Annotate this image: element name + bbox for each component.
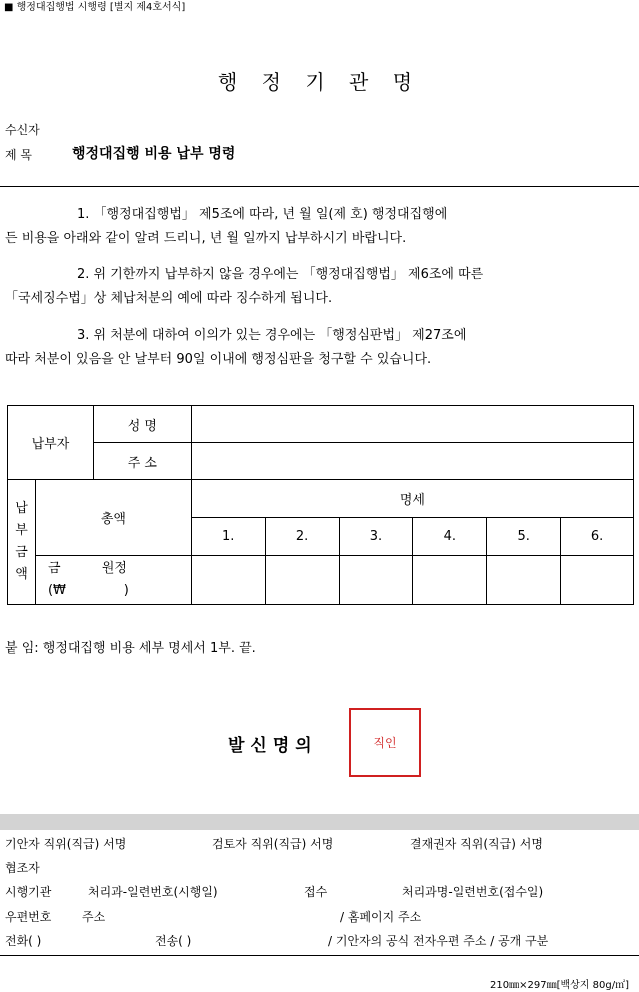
details-label: 명세 — [191, 480, 633, 518]
detail-value-5[interactable] — [487, 556, 561, 605]
header-divider — [0, 186, 639, 187]
payer-label: 납부자 — [8, 406, 94, 480]
reviewer-field: 검토자 직위(직급) 서명 — [212, 837, 334, 851]
paragraph-2-line-2: 「국세징수법」상 체납처분의 예에 따라 징수하게 됩니다. — [5, 291, 333, 306]
paragraph-1-line-1: 1. 「행정대집행법」 제5조에 따라, 년 월 일(제 호) 행정대집행에 — [77, 207, 448, 222]
amount-won-line: 금 원정 — [47, 561, 127, 576]
detail-number-1: 1. — [191, 518, 265, 556]
cooperator-field: 협조자 — [5, 861, 40, 875]
issuing-agency-field: 시행기관 — [5, 885, 52, 899]
detail-number-5: 5. — [487, 518, 561, 556]
sender-name: 발신명의 — [228, 736, 318, 756]
detail-value-2[interactable] — [265, 556, 339, 605]
drafter-field: 기안자 직위(직급) 서명 — [5, 837, 127, 851]
paragraph-2 — [5, 263, 635, 311]
email-disclosure-field: / 기안자의 공식 전자우편 주소 / 공개 구분 — [328, 934, 549, 948]
name-value-cell[interactable] — [191, 406, 633, 443]
payment-amount-label — [8, 480, 36, 605]
attachment-note: 붙 임: 행정대집행 비용 세부 명세서 1부. 끝. — [5, 641, 256, 656]
detail-value-4[interactable] — [413, 556, 487, 605]
recipient-label: 수신자 — [5, 123, 40, 137]
paragraph-2-line-1: 2. 위 기한까지 납부하지 않을 경우에는 「행정대집행법」 제6조에 따른 — [77, 267, 484, 282]
detail-value-3[interactable] — [339, 556, 413, 605]
detail-number-2: 2. — [265, 518, 339, 556]
subject-text: 행정대집행 비용 납부 명령 — [72, 146, 236, 162]
detail-number-4: 4. — [413, 518, 487, 556]
payment-amount-char-2: 부 — [15, 523, 28, 538]
detail-value-6[interactable] — [561, 556, 634, 605]
postal-code-field: 우편번호 — [5, 910, 52, 924]
receipt-number-field: 처리과명-일련번호(접수일) — [402, 885, 544, 899]
official-seal — [349, 708, 421, 777]
amount-krw-line: (₩ ) — [47, 583, 129, 598]
payment-amount-char-4: 액 — [15, 567, 28, 582]
address-field: 주소 — [82, 910, 106, 924]
fax-field: 전송( ) — [155, 934, 192, 948]
detail-number-3: 3. — [339, 518, 413, 556]
detail-number-6: 6. — [561, 518, 634, 556]
subject-label: 제 목 — [5, 148, 32, 162]
official-seal-label: 직인 — [373, 736, 397, 750]
payment-amount-char-3: 금 — [15, 545, 28, 560]
payment-table — [7, 405, 634, 605]
paragraph-3-line-2: 따라 처분이 있음을 안 날부터 90일 이내에 행정심판을 청구할 수 있습니다. — [5, 352, 432, 367]
phone-field: 전화( ) — [5, 934, 42, 948]
paragraph-3-line-1: 3. 위 처분에 대하여 이의가 있는 경우에는 「행정심판법」 제27조에 — [77, 328, 467, 343]
paragraph-1 — [5, 203, 635, 251]
paper-spec: 210㎜×297㎜[백상지 80g/㎡] — [490, 980, 629, 991]
receipt-field: 접수 — [304, 885, 328, 899]
form-header-note: ■ 행정대집행법 시행령 [별지 제4호서식] — [4, 2, 186, 13]
paragraph-3 — [5, 324, 635, 372]
paragraph-1-line-2: 든 비용을 아래와 같이 알려 드리니, 년 월 일까지 납부하시기 바랍니다. — [5, 231, 407, 246]
footer-divider — [0, 955, 639, 956]
address-value-cell[interactable] — [191, 443, 633, 480]
detail-value-1[interactable] — [191, 556, 265, 605]
footer-band — [0, 814, 639, 830]
page-title: 행 정 기 관 명 — [217, 70, 422, 94]
processing-number-field: 처리과-일련번호(시행일) — [88, 885, 218, 899]
total-label: 총액 — [35, 480, 191, 556]
homepage-field: / 홈페이지 주소 — [340, 910, 422, 924]
approver-field: 결재권자 직위(직급) 서명 — [410, 837, 543, 851]
name-label: 성 명 — [93, 406, 191, 443]
total-amount-cell[interactable] — [35, 556, 191, 605]
address-label: 주 소 — [93, 443, 191, 480]
payment-amount-char-1: 납 — [15, 501, 28, 516]
